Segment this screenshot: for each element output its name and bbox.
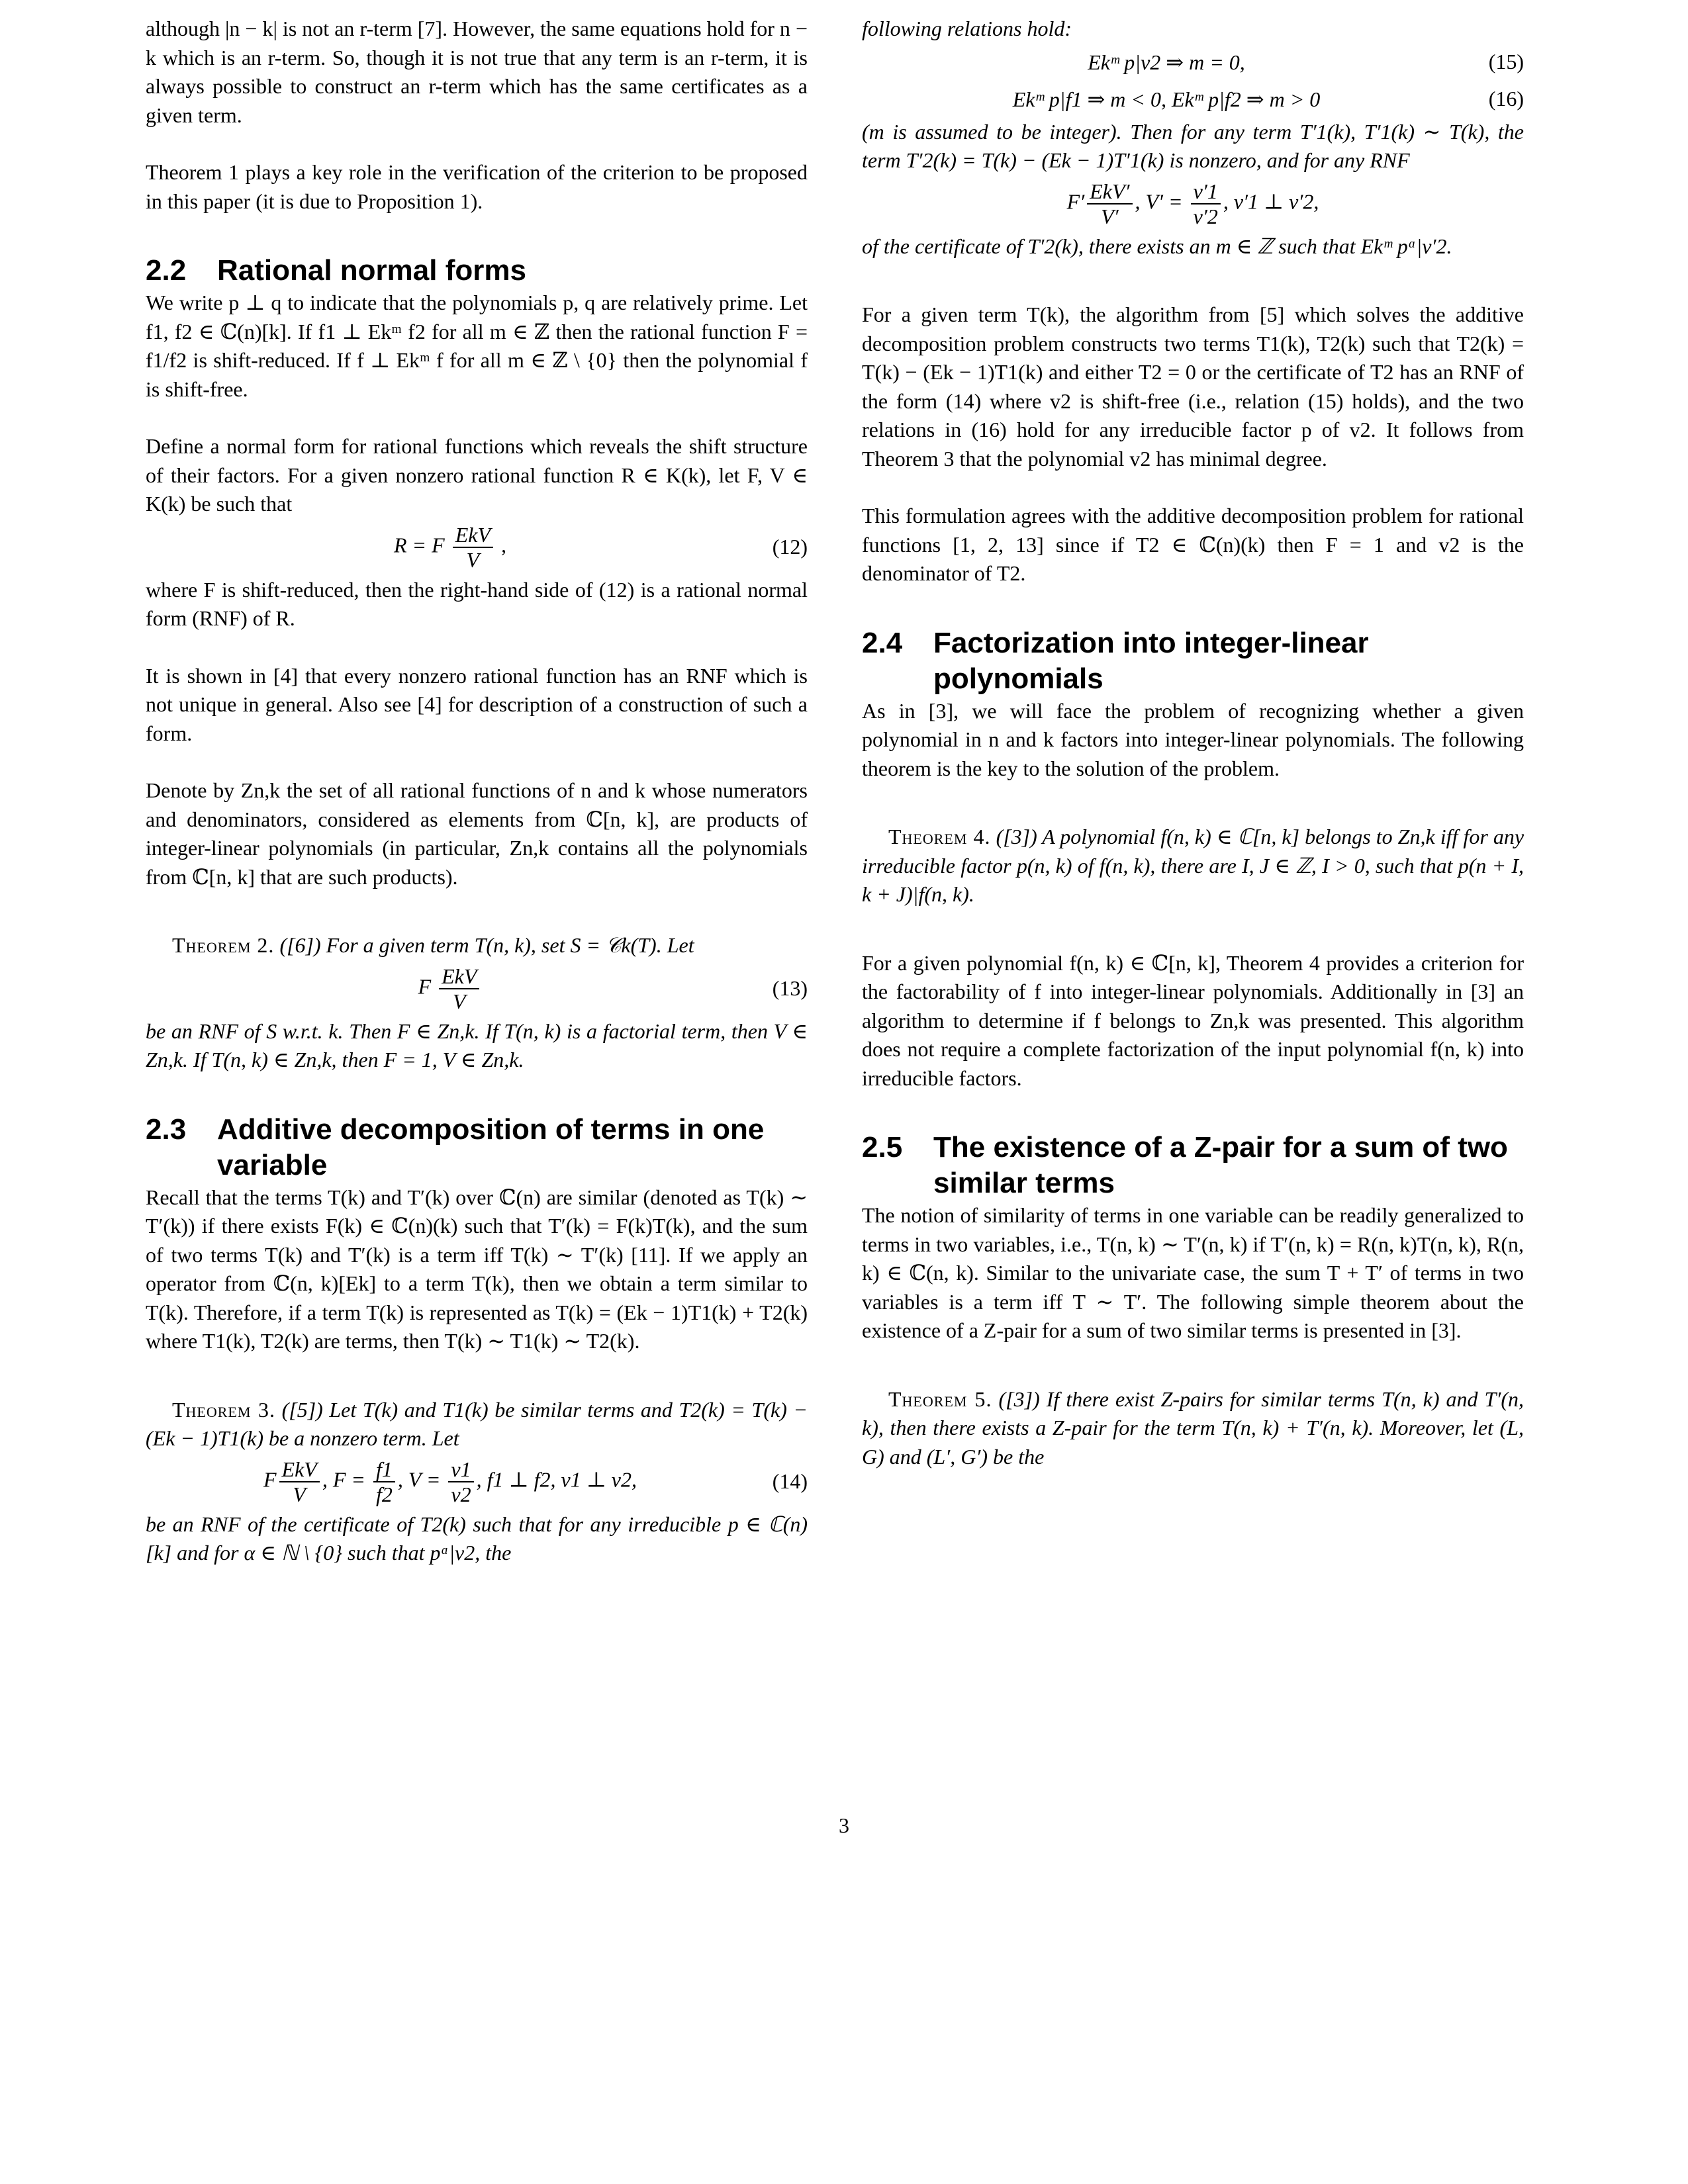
theorem-label: Theorem 4. xyxy=(888,825,991,848)
equation-rnf-prime xyxy=(862,175,1524,232)
paragraph-criterion: For a given polynomial f(n, k) ∈ ℂ[n, k], Theorem 4 provides a criterion for the factorability of f into integer-linear polynomials. Additionally in [3] an algorithm to determine if f belongs to Zn,k was presented. This algorithm does not require a complete factorization of the input polynomial f(n, k) into irreducible factors. xyxy=(862,950,1524,1090)
theorem-4: Theorem 4. ([3]) A polynomial f(n, k) ∈ ℂ[n, k] belongs to Zn,k iff for any irreducible factor p(n, k) of f(n, k), there are I, J ∈ ℤ, I > 0, such that p(n + I, k + J)|f(n, k). xyxy=(862,825,1524,906)
section-number: 2.3 xyxy=(146,1113,187,1146)
equation-number: (13) xyxy=(772,976,808,1000)
equation-body: F′ $\frac{\text{EkV′}}{V'}$ , V′ = $\frac{v'1}{v'2}$ , v′1 ⊥ v′2, xyxy=(1066,179,1319,228)
theorem-3-continued: following relations hold: xyxy=(862,17,1072,40)
fraction: $\frac{\text{EkV′}}{V'}$ xyxy=(1087,179,1132,228)
section-number: 2.5 xyxy=(862,1131,903,1163)
section-title: The existence of a Z-pair for a sum of two similar terms xyxy=(933,1131,1508,1199)
theorem-2: Theorem 2. ([6]) For a given term T(n, k), set S = 𝒞k(T). Let xyxy=(172,933,694,957)
equation-13 xyxy=(146,960,808,1017)
section-2-2-heading xyxy=(146,253,808,289)
paragraph-similar-terms: Recall that the terms T(k) and T′(k) over ℂ(n) are similar (denoted as T(k) ∼ T′(k)) if there exists F(k) ∈ ℂ(n)(k) such that T′(k) = F(k)T(k), and the sum of two terms T(k) and T′(k) is a term iff T(k) ∼ T′(k) [11]. If we apply an operator from ℂ(n, k)[Ek] to a term T(k), then we obtain a term similar to T(k). Therefore, if a term T(k) is represented as T(k) = (Ek − 1)T1(k) + T2(k) where T1(k), T2(k) are terms, then T(k) ∼ T1(k) ∼ T2(k). xyxy=(146,1185,808,1353)
equation-14 xyxy=(146,1453,808,1510)
page-number: 3 xyxy=(839,1813,849,1837)
equation-body: F $\frac{\text{EkV}}{V}$ xyxy=(146,964,755,1013)
equation-15 xyxy=(862,44,1524,81)
section-title: Factorization into integer-linear polynomials xyxy=(933,626,1369,695)
section-number: 2.2 xyxy=(146,254,187,287)
section-title: Rational normal forms xyxy=(217,254,526,287)
section-2-5-heading xyxy=(862,1130,1524,1201)
equation-12 xyxy=(146,519,808,576)
equation-body: F $\frac{\text{EkV}}{V}$ , F = $\frac{f1}{f2}$ , V = $\frac{v1}{v2}$ , f1 ⊥ f2, v1 ⊥ v2, xyxy=(263,1457,637,1506)
section-title: Additive decomposition of terms in one variable xyxy=(217,1113,765,1181)
theorem-3-body: be an RNF of the certificate of T2(k) such that for any irreducible p ∈ ℂ(n)[k] and for α ∈ ℕ \ {0} such that pᵅ|v2, the xyxy=(146,1512,808,1565)
theorem-3: Theorem 3. ([5]) Let T(k) and T1(k) be similar terms and T2(k) = T(k) − (Ek − 1)T1(k) be a nonzero term. Let xyxy=(146,1397,808,1450)
fraction: $\frac{v'1}{v'2}$ xyxy=(1191,179,1221,228)
fraction: $\frac{\text{EkV}}{V}$ xyxy=(453,523,493,572)
theorem-3-end: of the certificate of T′2(k), there exists an m ∈ ℤ such that Ekᵐ pᵅ|v′2. xyxy=(862,234,1452,258)
paragraph-intro: although |n − k| is not an r-term [7]. However, the same equations hold for n − k which is an r-term. So, though it is not true that any term is an r-term, it is always possible to construct an r-term which has the same certificates as a given term. xyxy=(146,17,808,127)
theorem-label: Theorem 2. xyxy=(172,933,275,957)
paragraph-factorization: As in [3], we will face the problem of recognizing whether a given polynomial in n and k factors into integer-linear polynomials. The following theorem is the key to the solution of the problem. xyxy=(862,698,1524,780)
fraction: $\frac{\text{EkV}}{V}$ xyxy=(279,1457,320,1506)
equation-number: (15) xyxy=(1488,50,1524,73)
theorem-label: Theorem 5. xyxy=(888,1387,992,1411)
paragraph-algorithm: For a given term T(k), the algorithm from [5] which solves the additive decomposition problem constructs two terms T1(k), T2(k) such that T2(k) = T(k) − (Ek − 1)T1(k) and either T2 = 0 or the certificate of T2 has an RNF of the form (14) where v2 is shift-free (i.e., relation (15) holds), and the two relations in (16) hold for any irreducible factor p of v2. It follows from Theorem 3 that the polynomial v2 has minimal degree. xyxy=(862,302,1524,471)
paragraph-theorem1-remark: Theorem 1 plays a key role in the verification of the criterion to be proposed in this paper (it is due to Proposition 1). xyxy=(146,160,808,213)
paragraph-rnf-existence: It is shown in [4] that every nonzero rational function has an RNF which is not unique in general. Also see [4] for description of a construction of such a form. xyxy=(146,663,808,745)
paragraph-rnf-definition: where F is shift-reduced, then the right-hand side of (12) is a rational normal form (RNF) of R. xyxy=(146,577,808,630)
right-column xyxy=(862,15,1524,1471)
equation-body: Ekᵐ p|v2 ⇒ m = 0, xyxy=(1088,50,1245,74)
fraction: $\frac{\text{EkV}}{V}$ xyxy=(439,964,479,1013)
section-2-4-heading xyxy=(862,625,1524,697)
equation-number: (14) xyxy=(772,1469,808,1493)
theorem-5: Theorem 5. ([3]) If there exist Z-pairs for similar terms T(n, k) and T′(n, k), then there exists a Z-pair for the term T(n, k) + T′(n, k). Moreover, let (L, G) and (L′, G′) be the xyxy=(862,1387,1524,1469)
section-2-3-heading xyxy=(146,1112,808,1183)
fraction: $\frac{f1}{f2}$ xyxy=(373,1457,395,1506)
theorem-3-conclusion: (m is assumed to be integer). Then for any term T′1(k), T′1(k) ∼ T(k), the term T′2(k) = T(k) − (Ek − 1)T′1(k) is nonzero, and for any RNF xyxy=(862,119,1524,172)
equation-number: (12) xyxy=(772,535,808,559)
theorem-label: Theorem 3. xyxy=(172,1397,276,1422)
section-number: 2.4 xyxy=(862,626,903,659)
paragraph-formulation: This formulation agrees with the additive decomposition problem for rational functions [1, 2, 13] since if T2 ∈ ℂ(n)(k) then F = 1 and v2 is the denominator of T2. xyxy=(862,504,1524,585)
fraction: $\frac{v1}{v2}$ xyxy=(448,1457,473,1506)
paragraph-normal-form: Define a normal form for rational functions which reveals the shift structure of their factors. For a given nonzero rational function R ∈ K(k), let F, V ∈ K(k) be such that xyxy=(146,434,808,516)
paragraph-relatively-prime: We write p ⊥ q to indicate that the polynomials p, q are relatively prime. Let f1, f2 ∈ ℂ(n)[k]. If f1 ⊥ Ekᵐ f2 for all m ∈ ℤ then the rational function F = f1/f2 is shift-reduced. If f ⊥ Ekᵐ f for all m ∈ ℤ \ {0} then the polynomial f is shift-free. xyxy=(146,291,808,401)
equation-number: (16) xyxy=(1488,87,1524,111)
left-column xyxy=(146,15,808,1568)
equation-16 xyxy=(862,81,1524,118)
paragraph-similarity-two-vars: The notion of similarity of terms in one variable can be readily generalized to terms in two variables, i.e., T(n, k) ∼ T′(n, k) if T′(n, k) = R(n, k)T(n, k), R(n, k) ∈ ℂ(n, k). Similar to the univariate case, the sum T + T′ of terms in two variables is a term iff T ∼ T′. The following simple theorem about the existence of a Z-pair for a sum of two similar terms is presented in [3]. xyxy=(862,1203,1524,1342)
equation-body: Ekᵐ p|f1 ⇒ m < 0, Ekᵐ p|f2 ⇒ m > 0 xyxy=(1012,87,1321,111)
paragraph-znk-definition: Denote by Zn,k the set of all rational functions of n and k whose numerators and denominators, considered as elements from ℂ[n, k], are products of integer-linear polynomials (in particular, Zn,k contains all the polynomials from ℂ[n, k] that are such products). xyxy=(146,778,808,889)
equation-body: R = F $\frac{\text{EkV}}{V}$ , xyxy=(394,522,506,572)
theorem-2-body: be an RNF of S w.r.t. k. Then F ∈ Zn,k. If T(n, k) is a factorial term, then V ∈ Zn,k. If T(n, k) ∈ Zn,k, then F = 1, V ∈ Zn,k. xyxy=(146,1019,808,1071)
